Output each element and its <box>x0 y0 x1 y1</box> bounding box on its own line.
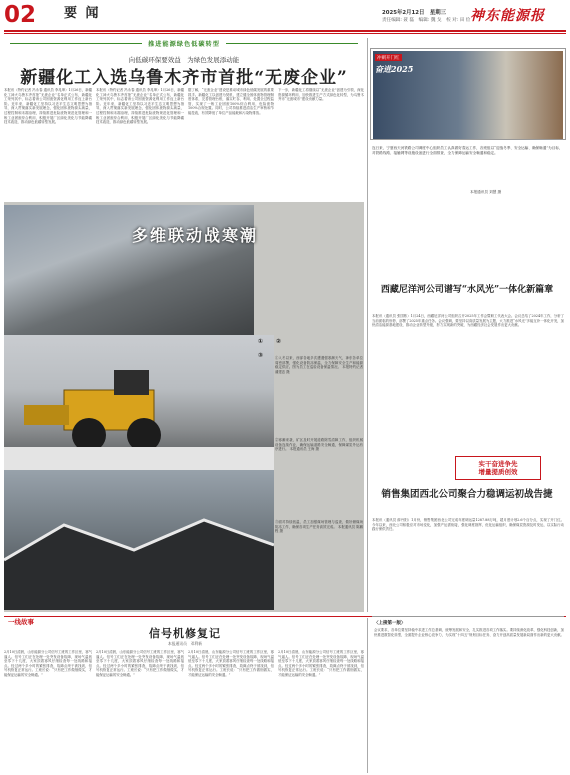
sidebar-tag: 冲刺开门红 <box>377 55 400 61</box>
lead-body-col-3: 据了解，“无废企业”建设是推动城市绿色低碳发展的重要抓手。新疆化工以创建为契机，建立健全固体废物管理制度体系，完善管理台账，落实贮存、利用、处置全过程监管，实现了一般工业固废100%综合利用，危险废物100%合规处置。同时，公司持续推进清洁生产审核和节能技改，有效降低了单位产品能耗和污染物排放。 <box>188 88 274 115</box>
story3-body: 本报讯（通讯员 薛丹阳）1月份，销售集团西北公司完成年度调运量1287.88万吨，超月度计划2.6个百分点，实现了开门红。今年以来，西北公司积极应对市场变化，加强产运需衔接，强化调度指挥，优化运输组织，确保煤炭资源及时发运，以实际行动践行保供责任。 <box>372 518 564 532</box>
story3-headline: 销售集团西北公司聚合力稳调运初战告捷 <box>381 489 553 500</box>
story2-body: 本报讯（通讯员 张国栋）1月24日，西藏尼洋河公司组织召开2025年工作会暨职工代表大会。会议总结了2024年工作，分析了当前面临的形势，部署了2025年重点任务。会议强调，要坚持以高质量发展为主题，大力推进“水风光”多能互补一体化开发，加快清洁能源基地建设，推动企业转型升级，努力实现新的突破，为西藏经济社会发展作出更大贡献。 <box>372 314 564 328</box>
lead-body-col-4: 下一步，新疆化工将继续以“无废企业”创建为引领，深化资源循环利用，加快推进生产方式绿色化转型，为乌鲁木齐市“无废城市”建设贡献力量。 <box>278 88 364 102</box>
slogan-line-2: 增量提质创效 <box>478 468 518 476</box>
story5-body: 会议要求，各单位要坚持稳中求进工作总基调，统筹发展和安全，扎实推进各项工作落实。要持续深化改革，强化科技创新，加快推进数智化转型，全面提升企业核心竞争力，为实现“十四五”规划目标任务、奋力开创高质量发展新局面作出新的更大贡献。 <box>374 628 564 637</box>
photo-caption-1: ①入冬以来，西部各地多次遭遇强寒潮天气，神东各单位周密部署，强化设备防冻保温，全力保障安全生产和能源稳定供应。图为员工在巡检设备保温情况。 本报特约记者 蒲建忠 摄 <box>275 356 363 375</box>
story4-headline: 信号机修复记 <box>149 627 221 640</box>
bottom-column-divider <box>367 618 368 773</box>
sidebar-author: 本报通讯员 刘慧 摄 <box>470 190 502 194</box>
story4-kicker: 一线故事 <box>8 618 34 626</box>
photo-caption-2: ②寒潮来袭，矿区及时开展道路除雪清障工作，组织机械设备连续作业，确保运输道路安全畅通，保障煤炭外运有序进行。 本报通讯员 王海 摄 <box>275 438 363 452</box>
page-number: 02 <box>4 2 37 28</box>
story4-body-col-2: 2月10日清晨，山东能源分公司信号工班的工作区里，寒气逼人。信号工们正在处理一处突发设备故障，现场气温低至零下十几度，大家顶着寒风仔细检查每一处线路和接点。经过两个多小时的紧张排查，故障点终于被找到，信号机恢复正常运行。工班长说：“只有把工作做细做实，才能保证运输的安全畅通。” <box>96 650 184 677</box>
photo-label-3: ③ <box>258 352 264 359</box>
theme-banner-text: 推进能源绿色低碳转型 <box>148 40 220 48</box>
story2-headline: 西藏尼洋河公司谱写“水风光”一体化新篇章 <box>380 285 554 295</box>
photo-feature-title: 多维联动战寒潮 <box>132 226 259 245</box>
story5-title: 〈上接第一版〉 <box>374 621 406 626</box>
photo-label-2: ② <box>276 338 282 345</box>
header-rule <box>4 30 566 32</box>
photo-label-1: ① <box>258 338 264 345</box>
photo-loader-snow <box>4 335 274 470</box>
photo-caption-3: ③面对持续低温，员工加强煤场管理与巡查，做好储煤场防冻工作，确保各项生产任务高效完成。 本报通讯员 陈鹏程 摄 <box>275 520 363 534</box>
date-line: 2025年2月12日 星期三 <box>382 10 446 16</box>
lead-body-col-2: 本报讯（特约记者 冯永春 通讯员 李兆坤）1月26日，新疆化工神火乌鲁木齐首批“无废企业”名单正式公布，新疆化工荣列其中，标志着该公司固废资源化利用工作迈上新台阶。近年来，新疆化工坚持以习近平生态文明思想为指导，深入贯彻落实新发展理念，强化固体废物源头减量、过程控制和末端治理，持续推进危险废物规范化管理和一般工业固废综合利用，积极开展厂区绿化美化与节能降碳技术改造，推动绿色低碳转型发展。 <box>96 88 184 125</box>
sidebar-brand: 奋进2025 <box>375 64 414 74</box>
loader-illustration <box>4 335 274 470</box>
lead-kicker: 向低碳环保要效益 为绿色发展添动能 <box>128 56 240 64</box>
theme-banner <box>4 38 364 48</box>
lead-headline: 新疆化工入选乌鲁木齐市首批“无废企业” <box>20 68 348 88</box>
story4-body-col-1: 2月10日清晨，山东能源分公司信号工班的工作区里，寒气逼人。信号工们正在处理一处突发设备故障，现场气温低至零下十几度，大家顶着寒风仔细检查每一处线路和接点。经过两个多小时的紧张排查，故障点终于被找到，信号机恢复正常运行。工班长说：“只有把工作做细做实，才能保证运输的安全畅通。” <box>4 650 92 677</box>
sidebar-caption: 连日来，宁夏西天河铁路公司调度中心组织员工认真做好春运工作，各班组以“迎战冬季、安全运输、确保畅通”为目标，对铁路线路、接触网等设施设备进行全面排查，全力保障运输安全畅通和稳定。 <box>372 146 563 155</box>
section-title: 要 闻 <box>64 6 101 21</box>
column-divider <box>367 38 368 612</box>
story4-body-col-3: 2月10日清晨，山东能源分公司信号工班的工作区里，寒气逼人。信号工们正在处理一处突发设备故障，现场气温低至零下十几度，大家顶着寒风仔细检查每一处线路和接点。经过两个多小时的紧张排查，故障点终于被找到，信号机恢复正常运行。工班长说：“只有把工作做细做实，才能保证运输的安全畅通。” <box>188 650 274 677</box>
story4-body-col-4: 2月10日清晨，山东能源分公司信号工班的工作区里，寒气逼人。信号工们正在处理一处突发设备故障，现场气温低至零下十几度，大家顶着寒风仔细检查每一处线路和接点。经过两个多小时的紧张排查，故障点终于被找到，信号机恢复正常运行。工班长说：“只有把工作做细做实，才能保证运输的安全畅通。” <box>278 650 364 677</box>
lead-body-col-1: 本报讯（特约记者 冯永春 通讯员 李兆坤）1月26日，新疆化工神火乌鲁木齐首批“无废企业”名单正式公布，新疆化工荣列其中，标志着该公司固废资源化利用工作迈上新台阶。近年来，新疆化工坚持以习近平生态文明思想为指导，深入贯彻落实新发展理念，强化固体废物源头减量、过程控制和末端治理，持续推进危险废物规范化管理和一般工业固废综合利用，积极开展厂区绿化美化与节能降碳技术改造，推动绿色低碳转型发展。 <box>4 88 92 125</box>
photo-coal-yard <box>4 470 274 610</box>
coal-yard-illustration <box>4 470 274 610</box>
newspaper-logo: 神东能源报 <box>470 8 545 24</box>
header-rule-thin <box>4 33 566 34</box>
slogan-box <box>455 456 541 480</box>
editor-line: 责任编辑: 聂 磊 编辑: 魏 戈 校 对: 田 俭 <box>382 18 471 23</box>
story4-byline: 本报通讯员 邓利新 <box>167 641 203 646</box>
slogan-line-1: 实干奋进争先 <box>478 460 518 468</box>
